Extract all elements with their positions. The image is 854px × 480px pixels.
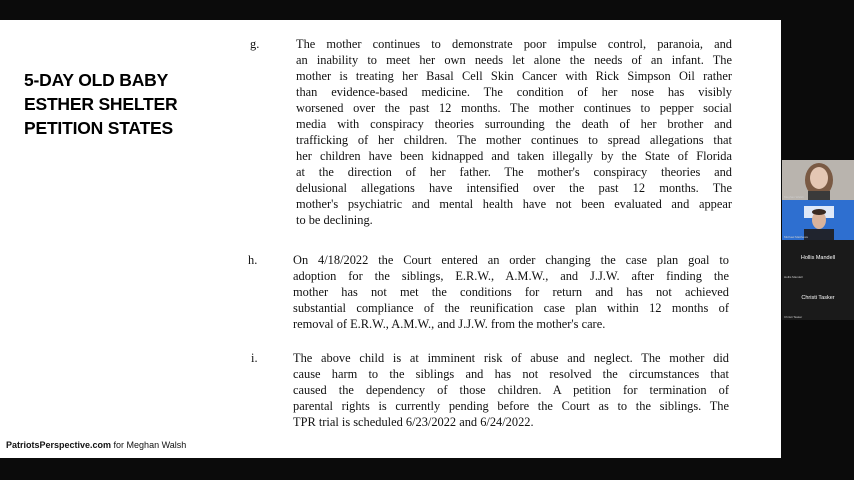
document-paragraph	[293, 252, 729, 332]
document-line: mother has not met the conditions for return and has not achieved	[293, 285, 729, 299]
document-line: delusional allegations have intensified over the past 12 months. The	[296, 181, 732, 195]
document-line: an inability to meet her own needs let alone the needs of an infant. The	[296, 53, 732, 67]
document-line: On 4/18/2022 the Court entered an order changing the case plan goal to	[293, 253, 729, 267]
credit-line	[6, 440, 186, 450]
credit-text: for Meghan Walsh	[111, 440, 187, 450]
document-line: media with conspiracy theories surrounding the death of her brother and	[296, 117, 732, 131]
document-paragraph	[296, 36, 732, 228]
document-line: parental rights is currently pending before the Court as to the siblings. The	[293, 399, 729, 413]
court-document-page	[226, 20, 781, 458]
document-line: TPR trial is scheduled 6/23/2022 and 6/24/2022.	[293, 415, 534, 429]
participant-name-display: Christi Tasker	[801, 295, 835, 301]
paragraph-marker: h.	[248, 253, 258, 267]
participant-panel	[782, 160, 854, 320]
participant-name: Michael Matthews	[784, 235, 809, 239]
document-line: her children have been kidnapped and taken illegally by the State of Florida	[296, 149, 732, 163]
participant-name: Christi Tasker	[784, 315, 803, 319]
document-paragraph	[293, 350, 729, 430]
participant-tile[interactable]	[782, 240, 854, 280]
document-line: caused the dependency of those children. A petition for termination of	[293, 383, 729, 397]
participant-tile[interactable]	[782, 200, 854, 240]
headline-line: PETITION STATES	[24, 118, 173, 138]
document-line: cause harm to the siblings and has not resolved the circumstances that	[293, 367, 729, 381]
participant-tile[interactable]	[782, 160, 854, 200]
document-line: mother is treating her Basal Cell Skin Cancer with Rick Simpson Oil rather	[296, 69, 732, 83]
document-line: The above child is at imminent risk of abuse and neglect. The mother did	[293, 351, 729, 365]
document-line: substantial compliance of the reunification case plan within 12 months of	[293, 301, 729, 315]
paragraph-marker: i.	[251, 351, 258, 365]
headline-line: ESTHER SHELTER	[24, 94, 178, 114]
document-line: trafficking of her children. The mother continues to spread allegations that	[296, 133, 732, 147]
slide-headline	[24, 68, 224, 140]
participant-video-feed	[782, 160, 854, 200]
document-line: to be declining.	[296, 213, 373, 227]
document-line: at the direction of her father. The mother's conspiracy theories and	[296, 165, 732, 179]
paragraph-marker: g.	[250, 37, 260, 51]
presentation-slide	[0, 20, 781, 458]
participant-name: Meghan Walsh	[784, 195, 804, 199]
document-line: The mother continues to demonstrate poor impulse control, paranoia, and	[296, 37, 732, 51]
participant-name-display: Hollis Mandell	[800, 255, 836, 261]
document-line: adoption for the siblings, E.R.W., A.M.W., and J.J.W. after finding the	[293, 269, 729, 283]
credit-site[interactable]: PatriotsPerspective.com	[6, 440, 112, 450]
participant-video-feed	[782, 200, 854, 240]
document-line: mother's psychiatric and mental health have not been evaluated and appear	[296, 197, 732, 211]
participant-name: Hollis Mandell	[784, 275, 803, 279]
document-line: worsened over the past 12 months. The mother continues to pepper social	[296, 101, 732, 115]
document-line: than evidence-based medicine. The condition of her nose has visibly	[296, 85, 732, 99]
headline-line: 5-DAY OLD BABY	[24, 70, 169, 90]
document-line: removal of E.R.W., A.M.W., and J.J.W. from the mother's care.	[293, 317, 606, 331]
participant-tile[interactable]	[782, 280, 854, 320]
